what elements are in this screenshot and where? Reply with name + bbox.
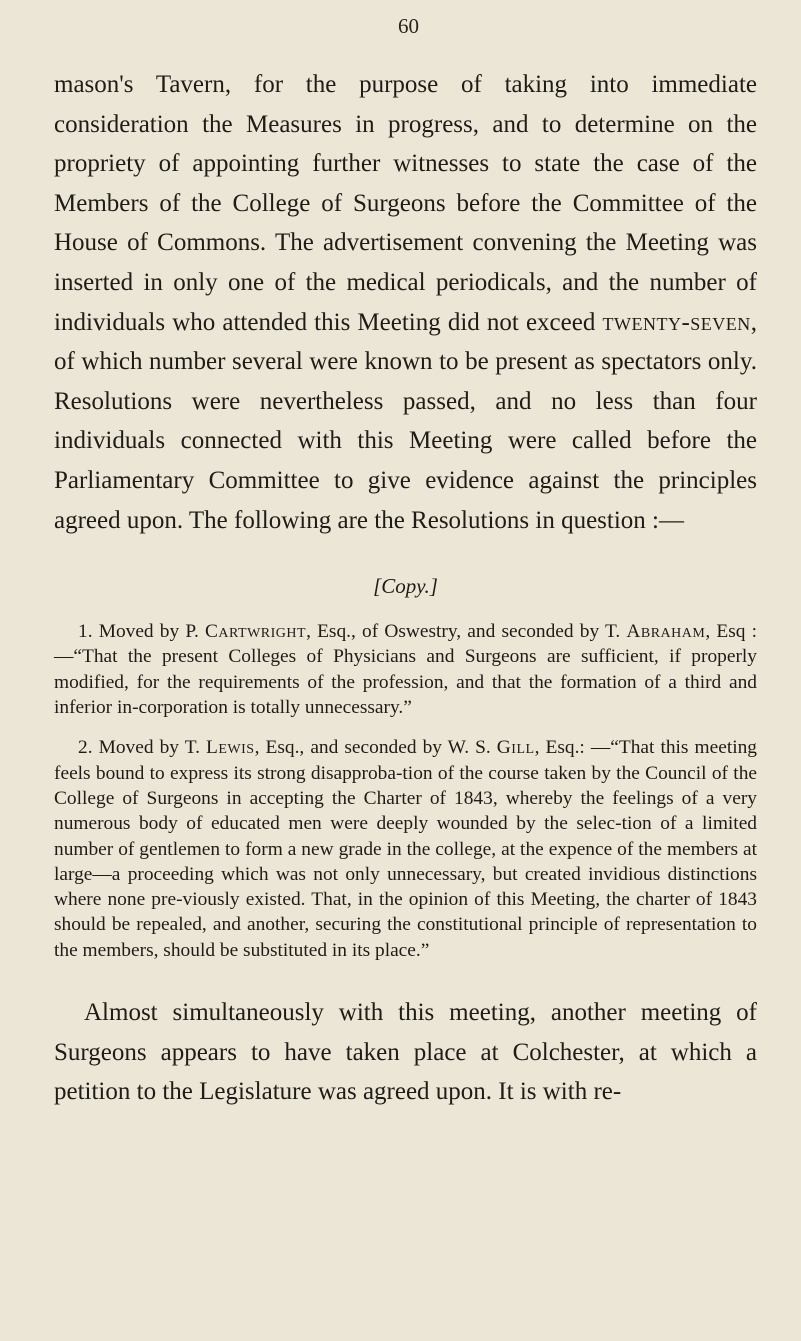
opening-paragraph-block [54,65,757,540]
resolution-seconder: Gill [496,737,535,759]
resolutions-list [54,619,757,963]
resolution-mid: , Esq., of Oswestry, and seconded by T. [306,621,621,643]
resolution-mover: Cartwright [204,621,307,643]
resolution-item [54,735,757,963]
closing-paragraph: Almost simultaneously with this meeting, another meeting of Surgeons appears to have taken place at Colchester, at which a petition to the Legislature was agreed upon. It is with re- [54,998,757,1106]
emphasis-number: twenty-seven [602,308,751,336]
resolution-lead: 2. Moved by T. [78,737,200,759]
resolution-item [54,619,757,720]
copy-label [54,574,757,599]
resolution-mover: Lewis [206,737,255,759]
resolution-text: , Esq.: —“That this meeting feels bound to express its strong disapproba-tion of the course taken by the Council of the College of Surgeons in accepting the Charter of 1843, whereby the feelings of a very numerous body of educated men were deeply wounded by the selec-tion of a limited number of gentlemen to form a new grade in the college, at the expence of the members at large—a proceeding which was not only unnecessary, but created invidious distinctions where none pre-viously existed. That, in the opinion of this Meeting, the charter of 1843 should be repealed, and another, securing the constitutional principle of representation to the members, should be substituted in its place.” [54,737,757,961]
resolution-seconder: Abraham [626,621,706,643]
copy-label-text: [Copy.] [373,574,438,599]
resolution-lead: 1. Moved by P. [78,621,199,643]
closing-paragraph-block [54,993,757,1112]
opening-text: mason's Tavern, for the purpose of taking into immediate consideration the Measures in progress, and to determine on the propriety of appointing further witnesses to state the case of the Members of the College of Surgeons before the Committee of the House of Commons. The advertisement convening the Meeting was inserted in only one of the medical periodicals, and the number of individuals who attended this Meeting did not exceed [54,71,757,336]
opening-text-rest: , of which number several were known to be present as spectators only. Resolutions were nevertheless passed, and no less than four individuals connected with this Meeting were called before the Parliamentary Committee to give evidence against the principles agreed upon. The following are the Resolutions in question :— [54,308,758,534]
page-number: 60 [398,14,419,38]
resolution-text: , Esq :—“That the present Colleges of Physicians and Surgeons are sufficient, if properly modified, for the requirements of the profession, and that the formation of a third and inferior in-corporation is totally unnecessary.” [54,621,757,719]
opening-paragraph [54,65,757,540]
resolution-mid: , Esq., and seconded by W. S. [254,737,491,759]
